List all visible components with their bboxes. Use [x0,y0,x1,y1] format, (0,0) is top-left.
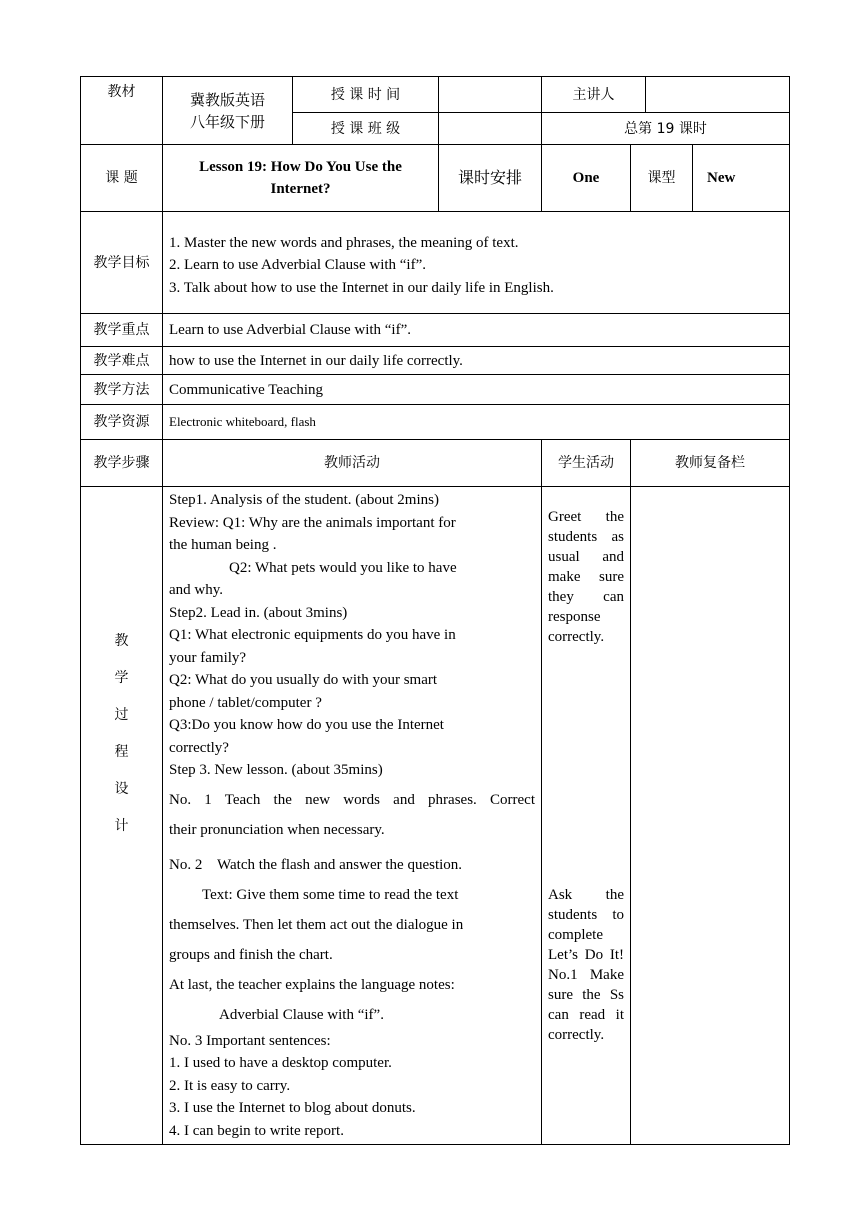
process-label-char: 计 [114,818,129,834]
difficulty-value: how to use the Internet in our daily life correctly. [163,347,790,375]
student-line: No.1 Make [548,967,624,983]
teacher-line: Step2. Lead in. (about 3mins) [169,604,348,621]
student-activity-header: 学生活动 [542,440,631,487]
objectives-label: 教学目标 [81,212,163,314]
teacher-line: themselves. Then let them act out the dialogue in [169,916,464,933]
teacher-line: Step 3. New lesson. (about 35mins) [169,762,383,778]
student-line: Let’s Do It! [548,947,624,963]
schedule-value: One [542,145,631,212]
resources-value: Electronic whiteboard, flash [163,405,790,440]
teacher-activity-header: 教师活动 [163,440,542,487]
student-line: correctly. [548,629,605,645]
teacher-line: your family? [169,649,247,666]
textbook-value-line2: 八年级下册 [189,112,265,131]
teacher-line: correctly? [169,739,229,756]
objective-item: 1. Master the new words and phrases, the meaning of text. [169,234,519,251]
objective-item: 2. Learn to use Adverbial Clause with “if”. [169,257,427,274]
class-value[interactable] [439,113,542,145]
student-line: sure the Ss [548,987,624,1003]
teacher-line: Adverbial Clause with “if”. [219,1006,384,1023]
teacher-notes-content[interactable] [631,487,790,1145]
teacher-line: 4. I can begin to write report. [169,1122,344,1139]
teacher-line: 2. It is easy to carry. [169,1077,291,1094]
topic-label: 课 题 [81,145,163,212]
lesson-plan-table [80,76,790,1145]
process-label-char: 学 [114,670,129,686]
time-value[interactable] [439,77,542,113]
type-value: New [693,145,790,212]
teacher-line: groups and finish the chart. [169,946,333,963]
student-spacer [548,647,624,885]
key-point-label: 教学重点 [81,314,163,347]
process-label-char: 程 [114,744,129,760]
student-line: make sure [548,569,624,585]
student-line: correctly. [548,1027,605,1043]
teacher-line: phone / tablet/computer ? [169,694,322,711]
teacher-line: 1. I used to have a desktop computer. [169,1055,392,1071]
method-value: Communicative Teaching [163,375,790,405]
key-point-value: Learn to use Adverbial Clause with “if”. [163,314,790,347]
process-label [81,487,163,1145]
student-line: complete [548,927,603,943]
speaker-value[interactable] [646,77,790,113]
method-label: 教学方法 [81,375,163,405]
lesson-title: Lesson 19: How Do You Use the Internet? [163,145,439,212]
teacher-line: Text: Give them some time to read the text [202,886,459,903]
teacher-line: No. 1 Teach the new words and phrases. Correct [169,791,535,808]
teacher-line: Q2: What pets would you like to have [229,559,457,576]
teacher-line: Q3:Do you know how do you use the Internet [169,717,444,733]
teacher-notes-header: 教师复备栏 [631,440,790,487]
time-label: 授 课 时 间 [293,77,439,113]
speaker-label: 主讲人 [542,77,646,113]
teacher-line: No. 3 Important sentences: [169,1032,331,1049]
process-label-char: 教 [114,633,129,649]
teacher-activity-content [163,487,542,1145]
process-label-char: 设 [114,781,129,797]
student-line: usual and [548,549,624,565]
student-activity-content [542,487,631,1145]
teacher-line: No. 2 Watch the flash and answer the question. [169,856,463,873]
teacher-line: Review: Q1: Why are the animals important for [169,514,456,531]
teacher-line: their pronunciation when necessary. [169,821,385,838]
teacher-line: and why. [169,582,224,598]
resources-label: 教学资源 [81,405,163,440]
textbook-value [163,77,293,145]
student-line: response [548,609,601,625]
teacher-line: At last, the teacher explains the language notes: [169,976,455,993]
difficulty-label: 教学难点 [81,347,163,375]
student-line: can read it [548,1007,624,1023]
objective-item: 3. Talk about how to use the Internet in our daily life in English. [169,279,554,296]
teacher-line: the human being . [169,537,277,553]
teacher-line: 3. I use the Internet to blog about donuts. [169,1100,416,1116]
type-label: 课型 [631,145,693,212]
student-line: students as [548,529,624,545]
student-line: students to [548,907,624,923]
total-lessons: 总第 19 课时 [542,113,790,145]
student-line: Ask the [548,887,624,903]
textbook-value-line1: 冀教版英语 [189,90,265,109]
teacher-line: Q1: What electronic equipments do you have in [169,627,456,643]
schedule-label: 课时安排 [439,145,542,212]
class-label: 授 课 班 级 [293,113,439,145]
process-label-char: 过 [114,707,129,723]
teacher-line: Step1. Analysis of the student. (about 2mins) [169,492,439,508]
student-line: they can [548,589,624,605]
objectives-list [163,212,790,314]
steps-label: 教学步骤 [81,440,163,487]
student-line: Greet the [548,509,624,525]
textbook-label: 教材 [81,77,163,145]
teacher-line: Q2: What do you usually do with your smart [169,672,438,688]
